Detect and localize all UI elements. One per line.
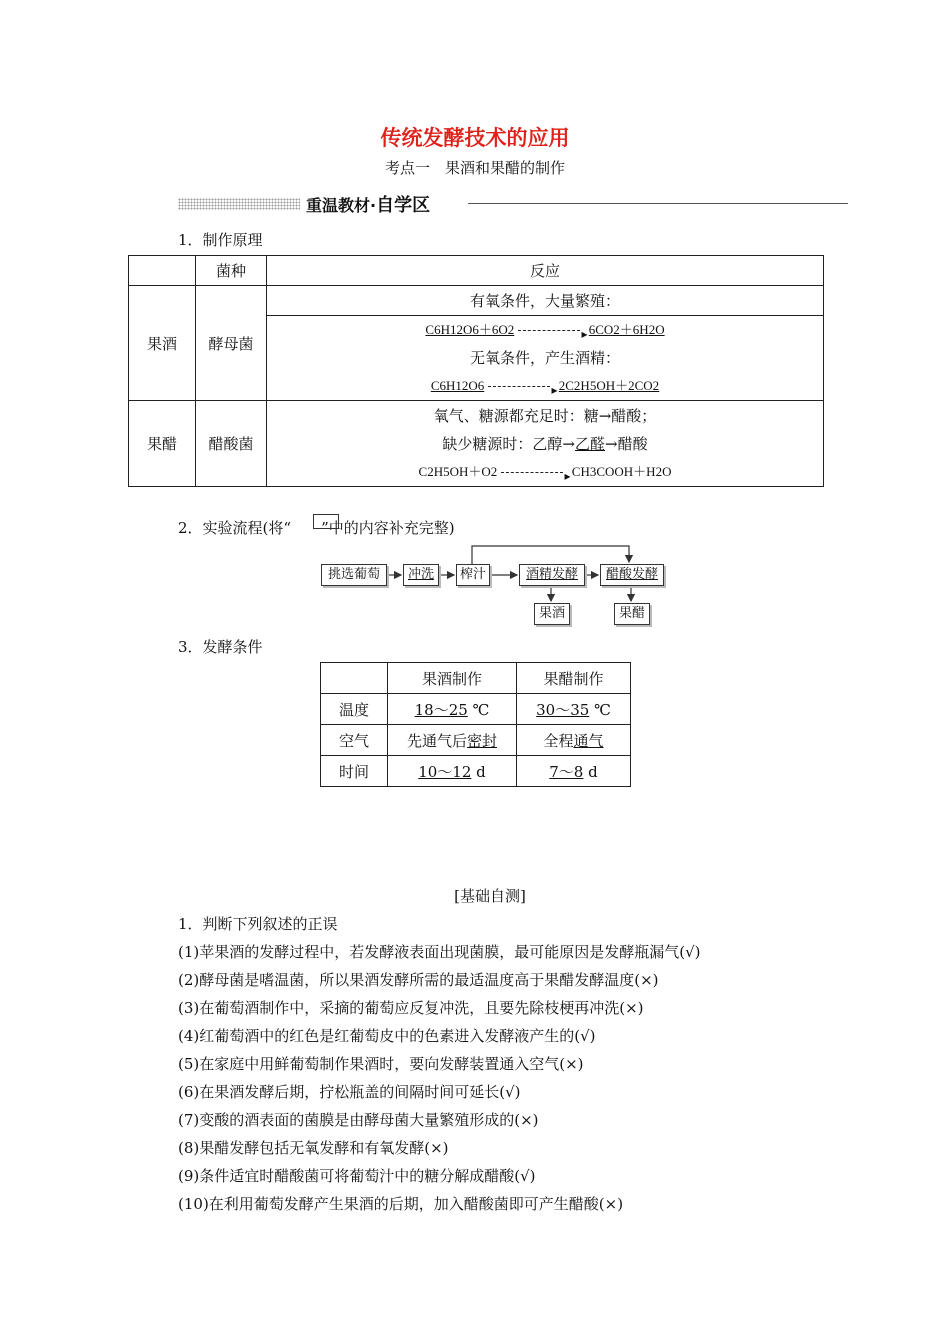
section-1-heading: 1．制作原理 xyxy=(178,231,263,249)
judge-item-6: (6)在果酒发酵后期，拧松瓶盖的间隔时间可延长(√) xyxy=(178,1083,521,1101)
judge-item-8: (8)果醋发酵包括无氧发酵和有氧发酵(×) xyxy=(178,1139,449,1157)
row-temperature-wine xyxy=(388,694,517,725)
row-air-vinegar xyxy=(517,725,631,756)
flow-step-press: 榨汁 xyxy=(456,564,490,586)
banner-dots xyxy=(178,198,300,210)
air-wine-underlined: 密封 xyxy=(467,731,498,750)
wine-anaerobic-label: 无氧条件，产生酒精： xyxy=(469,349,620,367)
table1-header-strain: 菌种 xyxy=(196,256,267,286)
judge-item-9: (9)条件适宜时醋酸菌可将葡萄汁中的糖分解成醋酸(√) xyxy=(178,1167,536,1185)
aerobic-right: 6CO2＋6H2O xyxy=(588,322,665,337)
table1-header-reaction: 反应 xyxy=(267,256,824,286)
vinegar-eq-left: C2H5OH＋O2 xyxy=(418,463,498,479)
row-temperature-vinegar xyxy=(517,694,631,725)
judge-item-4: (4)红葡萄酒中的红色是红葡萄皮中的色素进入发酵液产生的(√) xyxy=(178,1027,596,1045)
anaerobic-right: 2C2H5OH＋2CO2 xyxy=(558,378,660,393)
section-3-heading: 3．发酵条件 xyxy=(178,638,263,656)
page-subtitle: 考点一 果酒和果醋的制作 xyxy=(384,159,565,177)
banner-prefix: 重温教材 xyxy=(306,196,371,215)
blank-box-icon xyxy=(313,514,339,529)
wine-reactions xyxy=(267,316,824,401)
wine-aerobic-label: 有氧条件，大量繁殖： xyxy=(267,286,824,316)
vinegar-line2 xyxy=(267,430,823,458)
banner-label xyxy=(306,191,430,217)
wine-anaerobic-equation xyxy=(267,372,823,400)
banner-dot: · xyxy=(370,196,377,215)
temp-wine-value: 18～25 xyxy=(414,700,468,719)
conditions-table xyxy=(320,662,631,787)
vinegar-line2-a: 缺少糖源时：乙醇→ xyxy=(442,434,575,453)
flow-step-acetic xyxy=(600,564,664,586)
air-vinegar-underlined: 通气 xyxy=(573,731,604,750)
flow-product-wine: 果酒 xyxy=(534,603,570,625)
flow-product-vinegar: 果醋 xyxy=(614,603,650,625)
judge-item-3: (3)在葡萄酒制作中，采摘的葡萄应反复冲洗，且要先除枝梗再冲洗(×) xyxy=(178,999,644,1017)
temp-vinegar-value: 30～35 xyxy=(536,700,590,719)
judge-heading: 1．判断下列叙述的正误 xyxy=(178,915,338,933)
time-vinegar-unit: d xyxy=(583,762,598,781)
flow-diagram xyxy=(315,543,665,628)
row-time-label: 时间 xyxy=(321,756,388,787)
flow-step-acetic-label: 醋酸发酵 xyxy=(605,567,658,582)
flow-step-wash xyxy=(403,564,439,586)
flow-step-alcohol xyxy=(519,564,585,586)
section-2-heading: 2．实验流程(将“ ”中的内容补充完整) xyxy=(178,519,455,537)
judge-item-5: (5)在家庭中用鲜葡萄制作果酒时，要向发酵装置通入空气(×) xyxy=(178,1055,584,1073)
air-wine-text: 先通气后 xyxy=(406,731,467,750)
vinegar-reactions xyxy=(267,401,824,487)
row-air-label: 空气 xyxy=(321,725,388,756)
flow-step-select: 挑选葡萄 xyxy=(321,564,387,586)
wine-strain: 酵母菌 xyxy=(196,286,267,401)
arrow-icon xyxy=(501,468,569,478)
vinegar-line1: 氧气、糖源都充足时：糖→醋酸； xyxy=(433,406,657,425)
row-time-vinegar xyxy=(517,756,631,787)
wine-label: 果酒 xyxy=(129,286,196,401)
arrow-icon xyxy=(518,326,586,336)
air-vinegar-text: 全程 xyxy=(543,731,574,750)
vinegar-line2-b: 乙醛 xyxy=(574,434,605,453)
table3-header-wine: 果酒制作 xyxy=(388,663,517,694)
judge-item-10: (10)在利用葡萄发酵产生果酒的后期，加入醋酸菌即可产生醋酸(×) xyxy=(178,1195,624,1213)
judge-item-7: (7)变酸的酒表面的菌膜是由酵母菌大量繁殖形成的(×) xyxy=(178,1111,539,1129)
table3-header-vinegar: 果醋制作 xyxy=(517,663,631,694)
principle-table xyxy=(128,255,824,487)
time-wine-unit: d xyxy=(471,762,486,781)
judge-item-1: (1)苹果酒的发酵过程中，若发酵液表面出现菌膜，最可能原因是发酵瓶漏气(√) xyxy=(178,943,701,961)
row-air-wine xyxy=(388,725,517,756)
flow-step-wash-label: 冲洗 xyxy=(407,567,434,582)
self-test-heading: [基础自测] xyxy=(454,887,526,905)
vinegar-line2-c: →醋酸 xyxy=(605,434,648,453)
vinegar-equation xyxy=(267,458,823,486)
section-banner xyxy=(178,193,848,215)
banner-emph: 自学区 xyxy=(376,195,431,216)
arrow-icon xyxy=(488,382,556,392)
anaerobic-left: C6H12O6 xyxy=(430,378,485,393)
wine-aerobic-equation xyxy=(267,316,823,344)
row-temperature-label: 温度 xyxy=(321,694,388,725)
vinegar-strain: 醋酸菌 xyxy=(196,401,267,487)
temp-vinegar-unit: ℃ xyxy=(589,700,611,719)
flow-step-alcohol-label: 酒精发酵 xyxy=(525,567,578,582)
judge-item-2: (2)酵母菌是嗜温菌，所以果酒发酵所需的最适温度高于果醋发酵温度(×) xyxy=(178,971,659,989)
vinegar-eq-right: CH3COOH＋H2O xyxy=(571,463,672,479)
time-wine-value: 10～12 xyxy=(418,762,472,781)
table3-corner xyxy=(321,663,388,694)
temp-wine-unit: ℃ xyxy=(467,700,490,719)
table1-corner xyxy=(129,256,196,286)
page-title: 传统发酵技术的应用 xyxy=(380,125,570,150)
banner-line xyxy=(468,203,848,204)
vinegar-label: 果醋 xyxy=(129,401,196,487)
time-vinegar-value: 7～8 xyxy=(549,762,584,781)
aerobic-left: C6H12O6＋6O2 xyxy=(425,322,515,337)
row-time-wine xyxy=(388,756,517,787)
